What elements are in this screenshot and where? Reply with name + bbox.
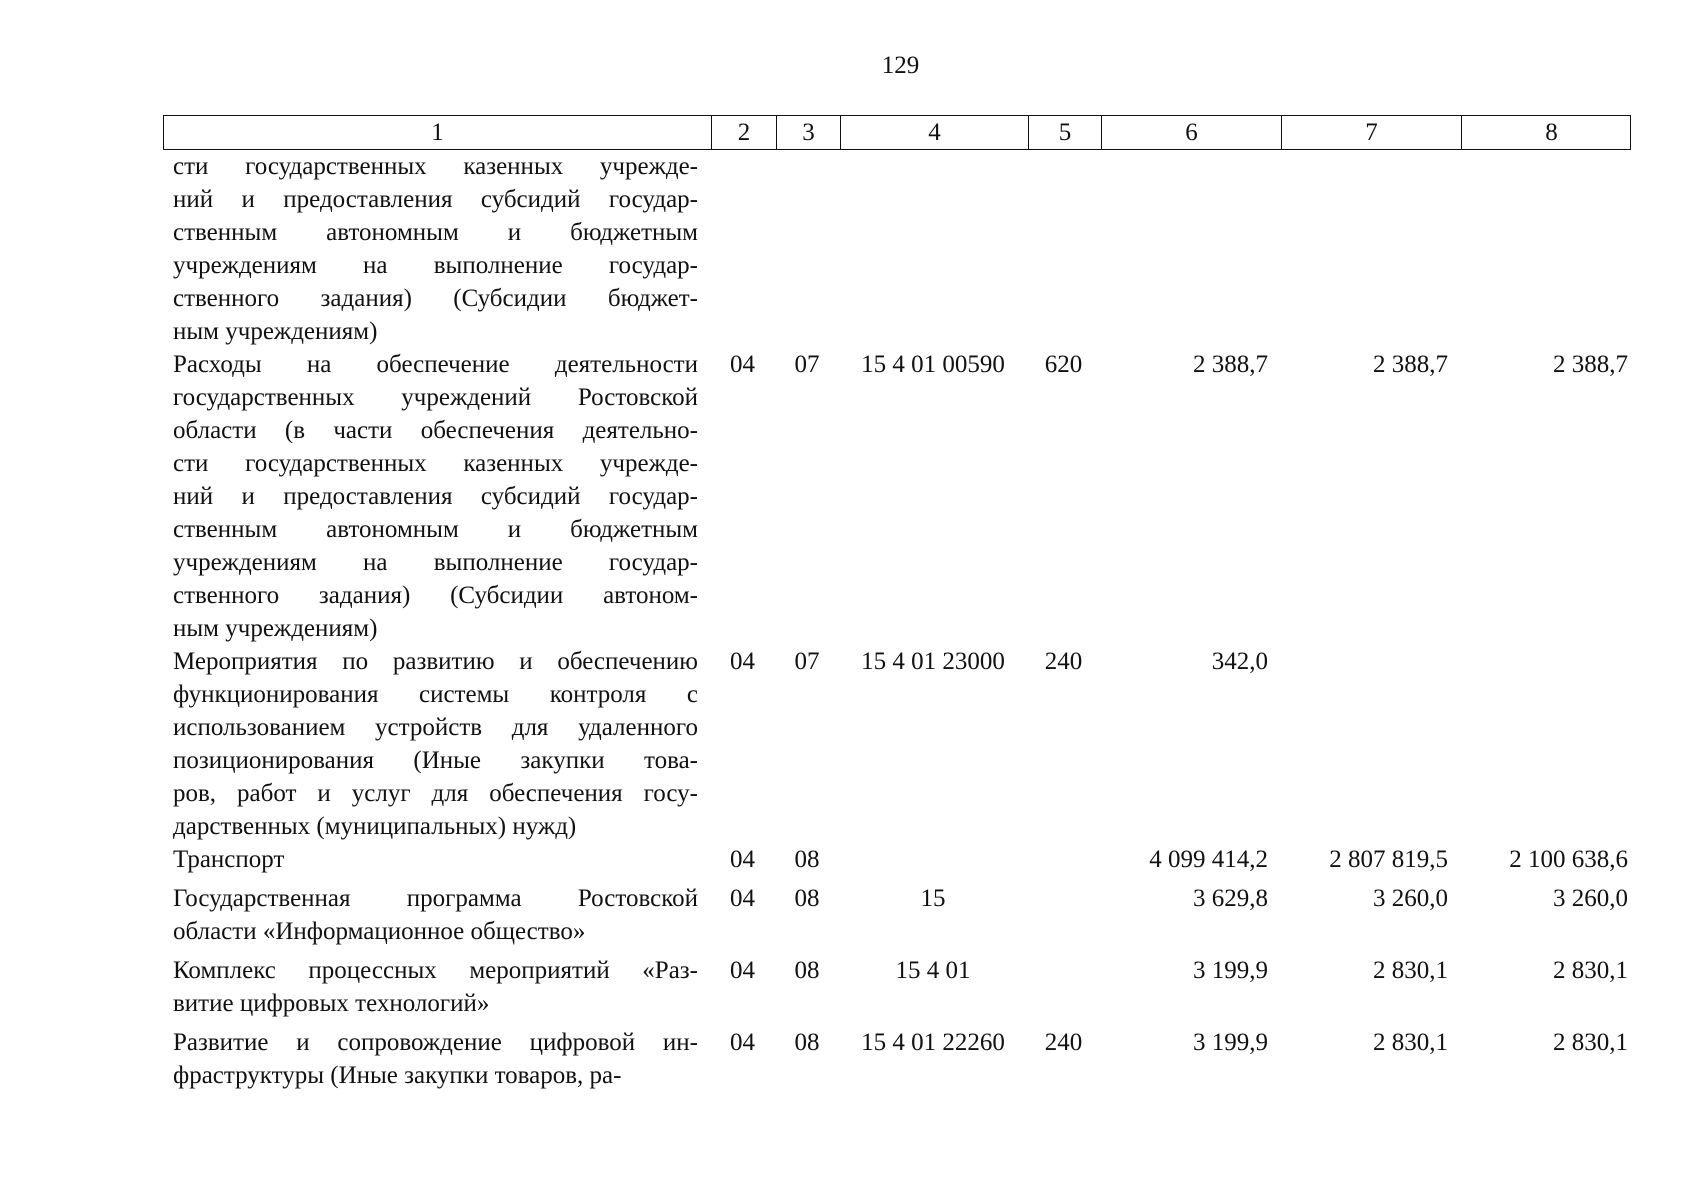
amount-col-8: 2 388,7 — [1553, 351, 1628, 378]
section-code — [710, 150, 775, 348]
page-number — [0, 52, 1697, 80]
description-line: ственным автономным и бюджетным — [173, 516, 698, 543]
description-line: сти государственных казенных учрежде- — [173, 153, 698, 180]
amount-col-8: 2 100 638,6 — [1509, 846, 1628, 873]
table-row — [163, 843, 1631, 876]
table-row — [163, 954, 1631, 1020]
expense-type-code: 620 — [1044, 351, 1083, 378]
section-code: 04 — [730, 846, 755, 873]
expense-type-code — [1027, 150, 1100, 348]
target-article-code: 15 — [920, 885, 946, 912]
expense-type-code: 240 — [1044, 1029, 1083, 1056]
amount-col-7: 2 807 819,5 — [1329, 846, 1448, 873]
amount-col-7: 2 830,1 — [1373, 1029, 1448, 1056]
expense-type-code — [1027, 882, 1100, 948]
subsection-code: 07 — [794, 648, 820, 675]
row-description — [163, 954, 710, 1020]
amount-col-6: 2 388,7 — [1193, 351, 1268, 378]
amount-col-7: 2 830,1 — [1373, 957, 1448, 984]
expense-type-code — [1027, 843, 1100, 876]
description-line: области «Информационное общество» — [173, 918, 586, 945]
amount-col-6: 4 099 414,2 — [1149, 846, 1268, 873]
table-row — [163, 882, 1631, 948]
description-line: функционирования системы контроля с — [173, 681, 698, 708]
description-line: учреждениям на выполнение государ- — [173, 549, 698, 576]
section-code: 04 — [730, 885, 755, 912]
amount-col-6: 3 629,8 — [1193, 885, 1268, 912]
section-code: 04 — [730, 351, 755, 378]
header-col-5: 5 — [1028, 116, 1101, 149]
amount-col-6: 3 199,9 — [1193, 957, 1268, 984]
section-code: 04 — [730, 1029, 755, 1056]
description-line: Комплекс процессных мероприятий «Раз- — [173, 957, 698, 984]
header-col-7: 7 — [1281, 116, 1461, 149]
description-line: ственного задания) (Субсидии бюджет- — [173, 285, 698, 312]
description-line: области (в части обеспечения деятельно- — [173, 417, 698, 444]
description-line: Мероприятия по развитию и обеспечению — [173, 648, 698, 675]
description-line: государственных учреждений Ростовской — [173, 384, 698, 411]
amount-col-6 — [1100, 150, 1280, 348]
description-line: использованием устройств для удаленного — [173, 714, 698, 741]
expense-type-code — [1027, 954, 1100, 1020]
header-col-8: 8 — [1461, 116, 1641, 149]
amount-col-8 — [1460, 150, 1640, 348]
description-line: ственным автономным и бюджетным — [173, 219, 698, 246]
amount-col-8 — [1460, 645, 1640, 843]
description-line: Развитие и сопровождение цифровой ин- — [173, 1029, 698, 1056]
subsection-code: 08 — [794, 846, 820, 873]
description-line: Транспорт — [173, 846, 285, 873]
description-line: ным учреждениям) — [173, 318, 378, 345]
target-article-code: 15 4 01 00590 — [861, 351, 1005, 378]
description-line: учреждениям на выполнение государ- — [173, 252, 698, 279]
target-article-code — [839, 150, 1027, 348]
header-col-4: 4 — [840, 116, 1028, 149]
amount-col-6: 3 199,9 — [1193, 1029, 1268, 1056]
description-line: позиционирования (Иные закупки това- — [173, 747, 698, 774]
row-description — [163, 843, 710, 876]
table-header-row — [163, 115, 1631, 150]
amount-col-7 — [1280, 645, 1460, 843]
page-number-text: 129 — [881, 52, 920, 79]
row-description — [163, 150, 710, 348]
table-row — [163, 1026, 1631, 1092]
amount-col-8: 3 260,0 — [1553, 885, 1628, 912]
subsection-code: 08 — [794, 1029, 820, 1056]
description-line: дарственных (муниципальных) нужд) — [173, 813, 577, 840]
table-row — [163, 150, 1631, 348]
table-row — [163, 348, 1631, 645]
header-col-3: 3 — [776, 116, 840, 149]
header-col-1: 1 — [431, 119, 444, 146]
target-article-code: 15 4 01 22260 — [861, 1029, 1005, 1056]
row-description — [163, 645, 710, 843]
description-line: ственного задания) (Субсидии автоном- — [173, 582, 698, 609]
row-description — [163, 348, 710, 645]
target-article-code — [839, 843, 1027, 876]
description-line: ний и предоставления субсидий государ- — [173, 186, 698, 213]
amount-col-8: 2 830,1 — [1553, 957, 1628, 984]
target-article-code: 15 4 01 23000 — [861, 648, 1005, 675]
header-col-2: 2 — [711, 116, 776, 149]
table-body — [163, 150, 1631, 1092]
subsection-code — [775, 150, 839, 348]
description-line: сти государственных казенных учрежде- — [173, 450, 698, 477]
subsection-code: 07 — [794, 351, 820, 378]
expense-type-code: 240 — [1044, 648, 1083, 675]
amount-col-8: 2 830,1 — [1553, 1029, 1628, 1056]
amount-col-6: 342,0 — [1211, 648, 1268, 675]
table-row — [163, 645, 1631, 843]
amount-col-7: 2 388,7 — [1373, 351, 1448, 378]
description-line: ным учреждениям) — [173, 615, 378, 642]
description-line: ров, работ и услуг для обеспечения госу- — [173, 780, 698, 807]
header-col-6: 6 — [1101, 116, 1281, 149]
description-line: ний и предоставления субсидий государ- — [173, 483, 698, 510]
description-line: витие цифровых технологий» — [173, 990, 490, 1017]
subsection-code: 08 — [794, 885, 820, 912]
section-code: 04 — [730, 957, 755, 984]
row-description — [163, 1026, 710, 1092]
budget-table — [163, 115, 1631, 1092]
row-description — [163, 882, 710, 948]
amount-col-7: 3 260,0 — [1373, 885, 1448, 912]
description-line: фраструктуры (Иные закупки товаров, ра- — [173, 1062, 622, 1089]
section-code: 04 — [730, 648, 755, 675]
amount-col-7 — [1280, 150, 1460, 348]
description-line: Расходы на обеспечение деятельности — [173, 351, 698, 378]
subsection-code: 08 — [794, 957, 820, 984]
description-line: Государственная программа Ростовской — [173, 885, 698, 912]
target-article-code: 15 4 01 — [895, 957, 971, 984]
